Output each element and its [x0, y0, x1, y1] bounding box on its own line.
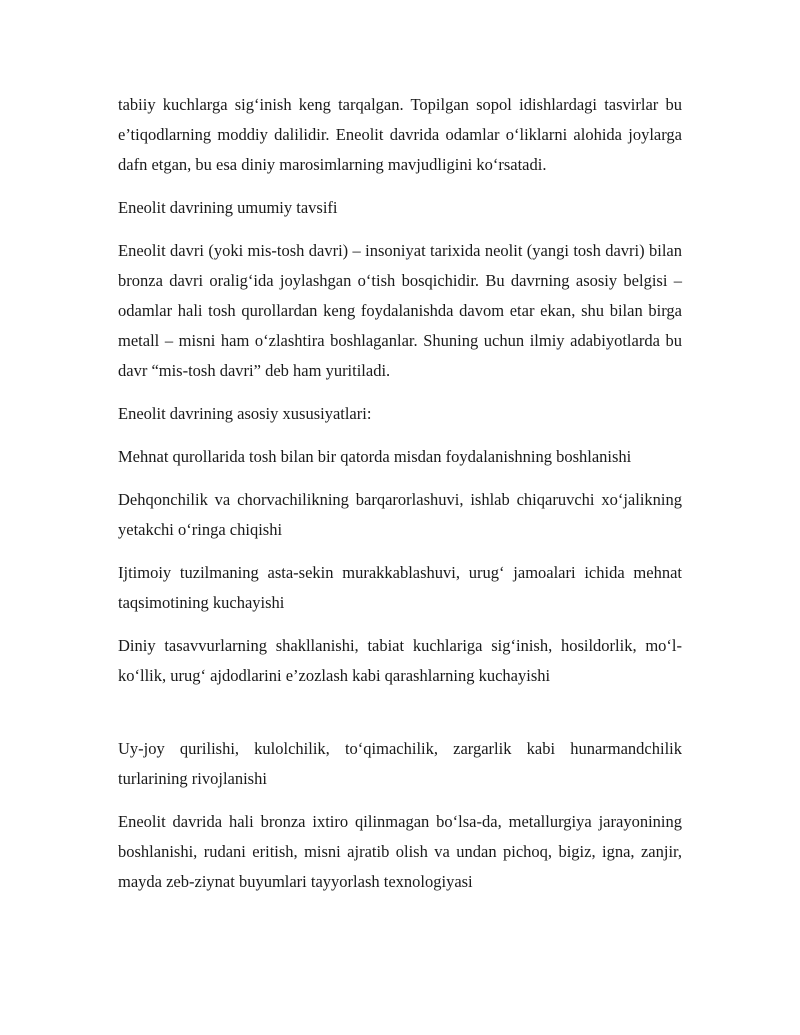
list-item: Mehnat qurollarida tosh bilan bir qatorda misdan foydalanishning boshlanishi	[118, 447, 632, 466]
list-heading: Eneolit davrining asosiy xususiyatlari:	[118, 404, 372, 423]
list-item: Diniy tasavvurlarning shakllanishi, tabiat kuchlariga sig‘inish, hosildorlik, mo‘l-ko‘llik, urug‘ ajdodlarini e’zozlash kabi qarashlarning kuchayishi	[118, 636, 682, 685]
blank-line	[118, 704, 682, 734]
paragraph-intro: tabiiy kuchlarga sig‘inish keng tarqalgan. Topilgan sopol idishlardagi tasvirlar bu e’tiqodlarning moddiy dalilidir. Eneolit davrida odamlar o‘liklarni alohida joylarga dafn etgan, bu esa diniy marosimlarning mavjudligini ko‘rsatadi.	[118, 95, 682, 174]
list-item: Ijtimoiy tuzilmaning asta-sekin murakkablashuvi, urug‘ jamoalari ichida mehnat taqsimotining kuchayishi	[118, 563, 682, 612]
document-page	[118, 90, 682, 910]
paragraph-definition: Eneolit davri (yoki mis-tosh davri) – insoniyat tarixida neolit (yangi tosh davri) bilan bronza davri oralig‘ida joylashgan o‘tish bosqichidir. Bu davrning asosiy belgisi – odamlar hali tosh qurollardan keng foydalanishda davom etar ekan, shu bilan birga metall – misni ham o‘zlashtira boshlaganlar. Shuning uchun ilmiy adabiyotlarda bu davr “mis-tosh davri” deb ham yuritiladi.	[118, 241, 682, 380]
section-heading: Eneolit davrining umumiy tavsifi	[118, 198, 338, 217]
paragraph-metallurgy: Eneolit davrida hali bronza ixtiro qilinmagan bo‘lsa-da, metallurgiya jarayonining boshlanishi, rudani eritish, misni ajratib olish va undan pichoq, bigiz, igna, zanjir, mayda zeb-ziynat buyumlari tayyorlash texnologiyasi	[118, 812, 682, 891]
list-item: Uy-joy qurilishi, kulolchilik, to‘qimachilik, zargarlik kabi hunarmandchilik turlarining rivojlanishi	[118, 739, 682, 788]
list-item: Dehqonchilik va chorvachilikning barqarorlashuvi, ishlab chiqaruvchi xo‘jalikning yetakchi o‘ringa chiqishi	[118, 490, 682, 539]
